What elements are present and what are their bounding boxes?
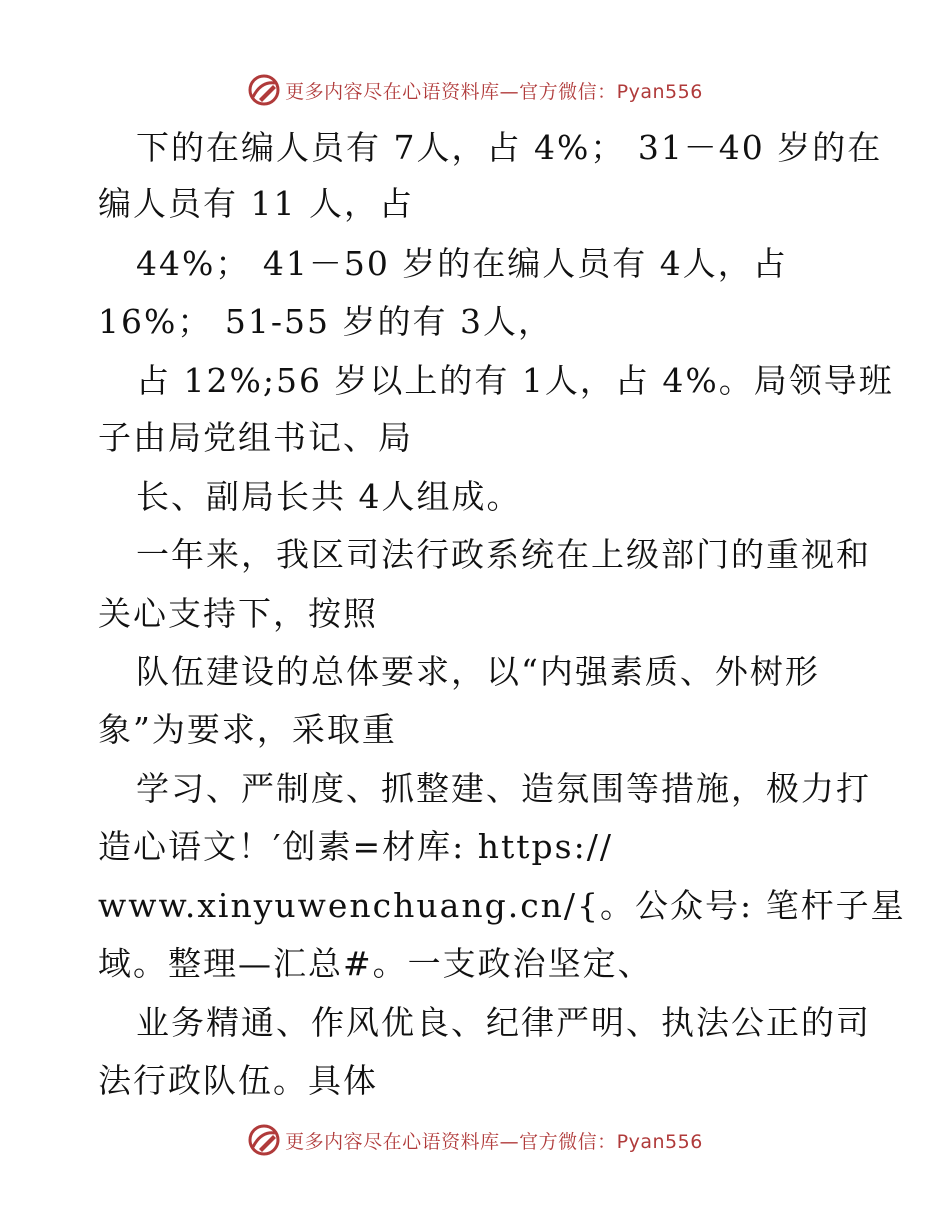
text-line: 子由局党组书记、局 — [98, 418, 413, 457]
text-line: 16%； 51-55 岁的有 3人， — [98, 302, 553, 341]
footer-watermark-text: 更多内容尽在心语资料库—官方微信：Pyan556 — [285, 1130, 703, 1153]
text-line: 学习、严制度、抓整建、造氛围等措施，极力打 — [136, 769, 871, 808]
text-line: 一年来，我区司法行政系统在上级部门的重视和 — [136, 535, 871, 574]
text-line: 占 12%;56 岁以上的有 1人，占 4%。局领导班 — [136, 361, 894, 400]
text-line: 编人员有 11 人，占 — [98, 184, 414, 223]
pen-logo-icon — [247, 1123, 281, 1157]
header-watermark — [0, 70, 950, 110]
text-line: 下的在编人员有 7人，占 4%； 31－40 岁的在 — [136, 128, 883, 167]
text-line: 法行政队伍。具体 — [98, 1061, 378, 1100]
footer-watermark — [0, 1120, 950, 1160]
text-line: 队伍建设的总体要求，以“内强素质、外树形 — [136, 652, 820, 691]
text-line: 长、副局长共 4人组成。 — [136, 477, 522, 516]
text-line: 域。整理—汇总#。一支政治坚定、 — [98, 944, 653, 983]
text-line: 44%； 41－50 岁的在编人员有 4人，占 — [136, 244, 788, 283]
text-line: 造心语文！′创素=材库: https:// — [98, 827, 613, 866]
header-watermark-text: 更多内容尽在心语资料库—官方微信：Pyan556 — [285, 80, 703, 103]
text-line: 关心支持下，按照 — [98, 594, 378, 633]
pen-logo-icon — [247, 73, 281, 107]
text-line: www.xinyuwenchuang.cn/{。公众号: 笔杆子星 — [98, 886, 906, 925]
text-line: 业务精通、作风优良、纪律严明、执法公正的司 — [136, 1003, 871, 1042]
text-line: 象”为要求，采取重 — [98, 710, 397, 749]
